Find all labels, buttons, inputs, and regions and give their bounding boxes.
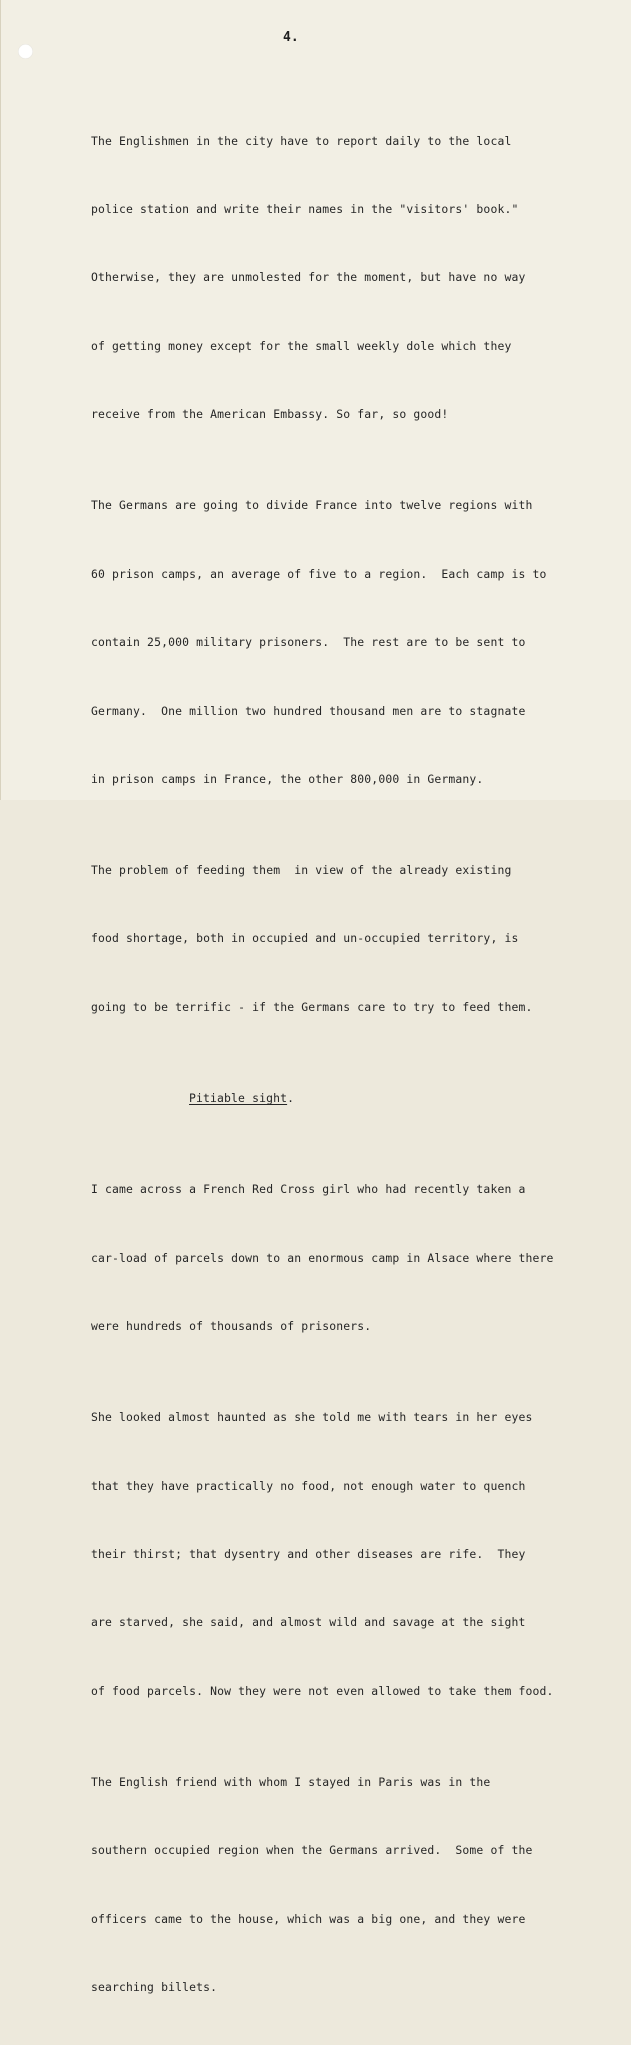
text-line: going to be terrific - if the Germans care to try to feed them. bbox=[91, 999, 533, 1014]
section-heading bbox=[91, 1087, 611, 1110]
section-heading-period: . bbox=[287, 1091, 295, 1106]
text-line: 60 prison camps, an average of five to a region. Each camp is to bbox=[91, 566, 547, 581]
text-line: The English friend with whom I stayed in Paris was in the bbox=[91, 1774, 491, 1789]
typed-body bbox=[91, 84, 611, 2045]
text-line: were hundreds of thousands of prisoners. bbox=[91, 1319, 372, 1334]
text-line: southern occupied region when the Germans arrived. Some of the bbox=[91, 1843, 533, 1858]
text-line: I came across a French Red Cross girl who had recently taken a bbox=[91, 1182, 526, 1197]
text-line: of food parcels. Now they were not even allowed to take them food. bbox=[91, 1683, 554, 1698]
text-line: Germany. One million two hundred thousand men are to stagnate bbox=[91, 703, 526, 718]
text-line: in prison camps in France, the other 800,000 in Germany. bbox=[91, 771, 484, 786]
punch-hole bbox=[18, 44, 33, 59]
page-number: 4. bbox=[283, 30, 299, 45]
section-heading-text: Pitiable sight bbox=[189, 1091, 288, 1106]
text-line: are starved, she said, and almost wild and savage at the sight bbox=[91, 1615, 526, 1630]
text-line: of getting money except for the small weekly dole which they bbox=[91, 338, 512, 353]
text-line: The problem of feeding them in view of the already existing bbox=[91, 863, 512, 878]
text-line: She looked almost haunted as she told me with tears in her eyes bbox=[91, 1410, 533, 1425]
text-line: Otherwise, they are unmolested for the moment, but have no way bbox=[91, 270, 526, 285]
text-line: car-load of parcels down to an enormous camp in Alsace where there bbox=[91, 1250, 554, 1265]
text-line: searching billets. bbox=[91, 1980, 218, 1995]
text-line: The Germans are going to divide France into twelve regions with bbox=[91, 498, 533, 513]
text-line: officers came to the house, which was a big one, and they were bbox=[91, 1911, 526, 1926]
text-line: their thirst; that dysentry and other diseases are rife. They bbox=[91, 1547, 526, 1561]
text-line: that they have practically no food, not enough water to quench bbox=[91, 1478, 526, 1493]
text-line: food shortage, both in occupied and un-occupied territory, is bbox=[91, 931, 519, 946]
text-line: contain 25,000 military prisoners. The rest are to be sent to bbox=[91, 635, 526, 650]
text-line: The Englishmen in the city have to report daily to the local bbox=[91, 133, 512, 148]
text-line: police station and write their names in the "visitors' book." bbox=[91, 201, 519, 216]
text-line: receive from the American Embassy. So far, so good! bbox=[91, 407, 449, 422]
